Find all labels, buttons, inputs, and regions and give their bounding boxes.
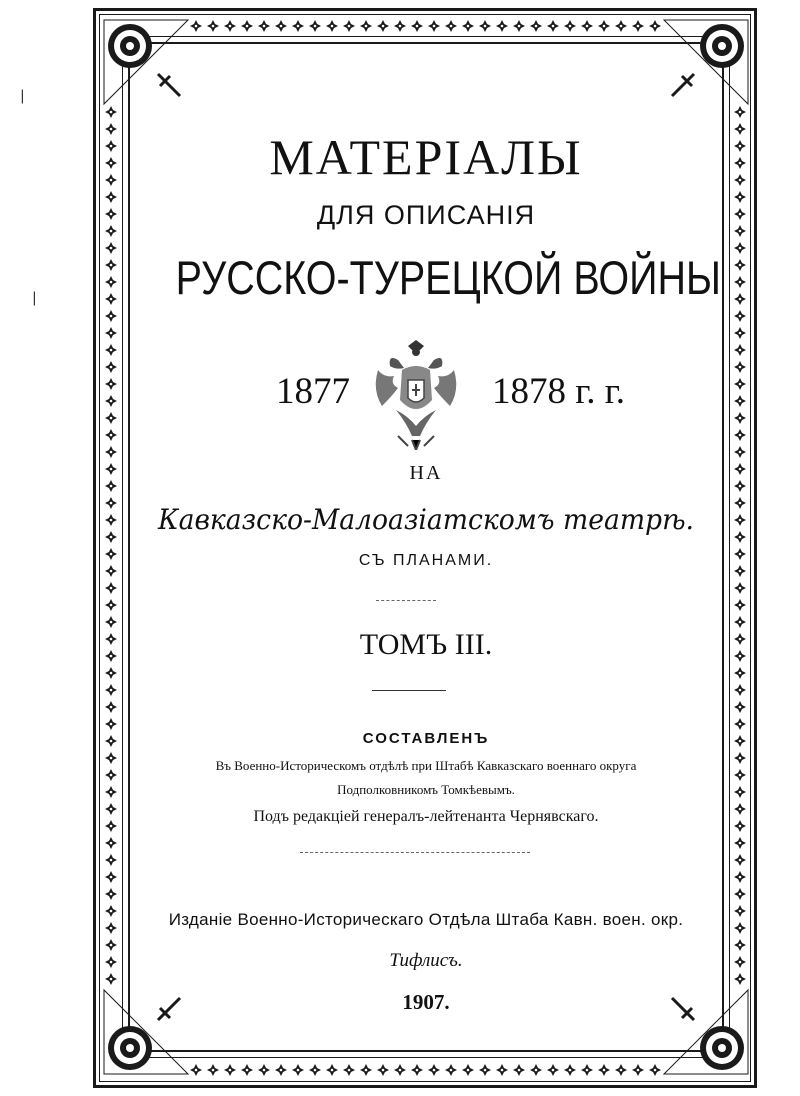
cross-flower-icon — [734, 463, 746, 475]
cross-flower-icon — [377, 20, 389, 32]
cross-flower-icon — [224, 20, 236, 32]
cross-flower-icon — [343, 1064, 355, 1076]
cross-flower-icon — [734, 956, 746, 968]
cross-flower-icon — [734, 548, 746, 560]
cross-flower-icon — [105, 735, 117, 747]
publisher: Изданіе Военно-Историческаго Отдѣла Штаба Кавн. воен. окр. — [168, 910, 684, 929]
separator-dashes — [300, 852, 530, 853]
cross-flower-icon — [292, 20, 304, 32]
cross-flower-icon — [105, 888, 117, 900]
cross-flower-icon — [734, 973, 746, 985]
cross-flower-icon — [734, 395, 746, 407]
compiled-line-1: Въ Военно-Историческомъ отдѣлѣ при Штабѣ Кавказскаго военнаго округа — [215, 758, 637, 773]
cross-flower-icon — [258, 20, 270, 32]
cross-flower-icon — [445, 1064, 457, 1076]
cross-flower-icon — [105, 225, 117, 237]
cross-flower-icon — [632, 20, 644, 32]
year-end: 1878 г. г. — [492, 371, 626, 412]
cross-flower-icon — [105, 463, 117, 475]
cross-flower-icon — [734, 276, 746, 288]
cross-flower-icon — [105, 123, 117, 135]
cross-flower-icon — [734, 123, 746, 135]
cross-flower-icon — [479, 20, 491, 32]
cross-flower-icon — [275, 1064, 287, 1076]
cross-flower-icon — [734, 208, 746, 220]
cross-flower-icon — [326, 1064, 338, 1076]
cross-flower-icon — [105, 140, 117, 152]
cross-flower-icon — [734, 480, 746, 492]
cross-flower-icon — [496, 20, 508, 32]
cross-flower-icon — [207, 20, 219, 32]
cross-flower-icon — [734, 514, 746, 526]
cross-flower-icon — [734, 242, 746, 254]
cross-flower-icon — [377, 1064, 389, 1076]
cross-flower-icon — [309, 20, 321, 32]
year-start: 1877 — [276, 371, 350, 412]
cross-flower-icon — [734, 174, 746, 186]
cross-flower-icon — [105, 837, 117, 849]
cross-flower-icon — [734, 650, 746, 662]
publication-year: 1907. — [402, 990, 450, 1014]
cross-flower-icon — [513, 20, 525, 32]
cross-flower-icon — [105, 769, 117, 781]
cross-flower-icon — [105, 259, 117, 271]
cross-flower-icon — [445, 20, 457, 32]
cross-flower-icon — [105, 701, 117, 713]
cross-flower-icon — [530, 20, 542, 32]
cross-flower-icon — [394, 1064, 406, 1076]
compiled-line-2: Подполковникомъ Томкѣевымъ. — [337, 782, 515, 797]
cross-flower-icon — [207, 1064, 219, 1076]
cross-flower-icon — [105, 531, 117, 543]
cross-flower-icon — [462, 1064, 474, 1076]
ornamental-rosette-icon — [100, 16, 192, 108]
with-plans: СЪ ПЛАНАМИ. — [358, 552, 494, 569]
cross-flower-icon — [105, 752, 117, 764]
cross-flower-icon — [241, 1064, 253, 1076]
cross-flower-icon — [734, 701, 746, 713]
cross-flower-icon — [292, 1064, 304, 1076]
cross-flower-icon — [734, 888, 746, 900]
cross-flower-icon — [547, 1064, 559, 1076]
title-line-3: РУССКО-ТУРЕЦКОЙ ВОЙНЫ — [175, 251, 721, 304]
cross-flower-icon — [105, 276, 117, 288]
preposition: НА — [409, 462, 443, 484]
inner-frame — [128, 42, 724, 1052]
cross-flower-icon — [105, 854, 117, 866]
cross-flower-icon — [105, 786, 117, 798]
cross-flower-icon — [734, 871, 746, 883]
cross-flower-icon — [105, 548, 117, 560]
cross-flower-icon — [105, 361, 117, 373]
cross-flower-icon — [734, 140, 746, 152]
cross-flower-icon — [105, 650, 117, 662]
cross-flower-icon — [734, 854, 746, 866]
editor-line: Подъ редакціей генералъ-лейтенанта Чернявскаго. — [253, 808, 599, 825]
cross-flower-icon — [496, 1064, 508, 1076]
cross-flower-icon — [105, 582, 117, 594]
cross-flower-icon — [105, 395, 117, 407]
cross-flower-icon — [105, 684, 117, 696]
cross-flower-icon — [428, 1064, 440, 1076]
margin-mark: | — [20, 88, 25, 104]
cross-flower-icon — [105, 157, 117, 169]
cross-flower-icon — [734, 820, 746, 832]
cross-flower-icon — [411, 1064, 423, 1076]
cross-flower-icon — [598, 1064, 610, 1076]
cross-flower-icon — [105, 956, 117, 968]
cross-flower-icon — [105, 871, 117, 883]
cross-flower-icon — [513, 1064, 525, 1076]
cross-flower-icon — [105, 446, 117, 458]
cross-flower-icon — [734, 531, 746, 543]
cross-flower-icon — [411, 20, 423, 32]
cross-flower-icon — [105, 905, 117, 917]
cross-flower-icon — [734, 497, 746, 509]
cross-flower-icon — [394, 20, 406, 32]
cross-flower-icon — [105, 616, 117, 628]
cross-flower-icon — [105, 191, 117, 203]
cross-flower-icon — [105, 310, 117, 322]
cross-flower-icon — [734, 191, 746, 203]
cross-flower-icon — [734, 582, 746, 594]
cross-flower-icon — [734, 157, 746, 169]
cross-flower-icon — [564, 1064, 576, 1076]
cross-flower-icon — [105, 599, 117, 611]
compiled-heading: СОСТАВЛЕНЪ — [362, 730, 490, 747]
cross-flower-icon — [734, 616, 746, 628]
cross-flower-icon — [275, 20, 287, 32]
cross-flower-icon — [105, 939, 117, 951]
title-line-1: МАТЕРІАЛЫ — [269, 129, 583, 185]
cross-flower-icon — [105, 480, 117, 492]
cross-flower-icon — [530, 1064, 542, 1076]
cross-flower-icon — [326, 20, 338, 32]
cross-flower-icon — [734, 684, 746, 696]
cross-flower-icon — [734, 225, 746, 237]
cross-flower-icon — [224, 1064, 236, 1076]
cross-flower-icon — [428, 20, 440, 32]
cross-flower-icon — [105, 922, 117, 934]
cross-flower-icon — [734, 922, 746, 934]
double-headed-eagle-icon — [368, 340, 464, 450]
cross-flower-icon — [105, 429, 117, 441]
cross-flower-icon — [734, 939, 746, 951]
cross-flower-icon — [564, 20, 576, 32]
cross-flower-icon — [479, 1064, 491, 1076]
cross-flower-icon — [105, 344, 117, 356]
cross-flower-icon — [734, 259, 746, 271]
cross-flower-icon — [105, 327, 117, 339]
cross-flower-icon — [105, 378, 117, 390]
city: Тифлисъ. — [389, 950, 463, 971]
divider — [372, 690, 446, 691]
cross-flower-icon — [734, 599, 746, 611]
cross-flower-icon — [105, 633, 117, 645]
cross-flower-icon — [734, 327, 746, 339]
cross-flower-icon — [105, 497, 117, 509]
cross-flower-icon — [105, 803, 117, 815]
cross-flower-icon — [105, 667, 117, 679]
cross-flower-icon — [309, 1064, 321, 1076]
cross-flower-icon — [734, 837, 746, 849]
cross-flower-icon — [105, 174, 117, 186]
cross-flower-icon — [343, 20, 355, 32]
cross-flower-icon — [734, 565, 746, 577]
cross-flower-icon — [105, 514, 117, 526]
cross-flower-icon — [734, 769, 746, 781]
cross-flower-icon — [734, 361, 746, 373]
cross-flower-icon — [615, 20, 627, 32]
cross-flower-icon — [105, 565, 117, 577]
cross-flower-icon — [734, 378, 746, 390]
cross-flower-icon — [598, 20, 610, 32]
cross-flower-icon — [734, 429, 746, 441]
volume-label: ТОМЪ III. — [359, 628, 493, 661]
cross-flower-icon — [258, 1064, 270, 1076]
cross-flower-icon — [734, 752, 746, 764]
title-line-2: ДЛЯ ОПИСАНІЯ — [316, 200, 536, 230]
cross-flower-icon — [734, 633, 746, 645]
cross-flower-icon — [734, 412, 746, 424]
cross-flower-icon — [615, 1064, 627, 1076]
cross-flower-icon — [105, 973, 117, 985]
cross-flower-icon — [581, 20, 593, 32]
cross-flower-icon — [734, 735, 746, 747]
cross-flower-icon — [462, 20, 474, 32]
cross-flower-icon — [360, 20, 372, 32]
cross-flower-icon — [632, 1064, 644, 1076]
cross-flower-icon — [105, 412, 117, 424]
cross-flower-icon — [734, 786, 746, 798]
cross-flower-icon — [734, 667, 746, 679]
separator-dashes — [376, 600, 436, 601]
theater-name: Кавказско-Малоазіатскомъ театрѣ. — [157, 503, 695, 536]
cross-flower-icon — [360, 1064, 372, 1076]
cross-flower-icon — [734, 905, 746, 917]
cross-flower-icon — [105, 820, 117, 832]
ornamental-rosette-icon — [660, 16, 752, 108]
cross-flower-icon — [581, 1064, 593, 1076]
cross-flower-icon — [734, 310, 746, 322]
cross-flower-icon — [105, 293, 117, 305]
margin-mark: | — [32, 290, 37, 306]
cross-flower-icon — [105, 242, 117, 254]
cross-flower-icon — [734, 293, 746, 305]
cross-flower-icon — [734, 718, 746, 730]
cross-flower-icon — [105, 718, 117, 730]
cross-flower-icon — [734, 803, 746, 815]
cross-flower-icon — [734, 446, 746, 458]
cross-flower-icon — [547, 20, 559, 32]
cross-flower-icon — [241, 20, 253, 32]
cross-flower-icon — [734, 344, 746, 356]
cross-flower-icon — [105, 208, 117, 220]
